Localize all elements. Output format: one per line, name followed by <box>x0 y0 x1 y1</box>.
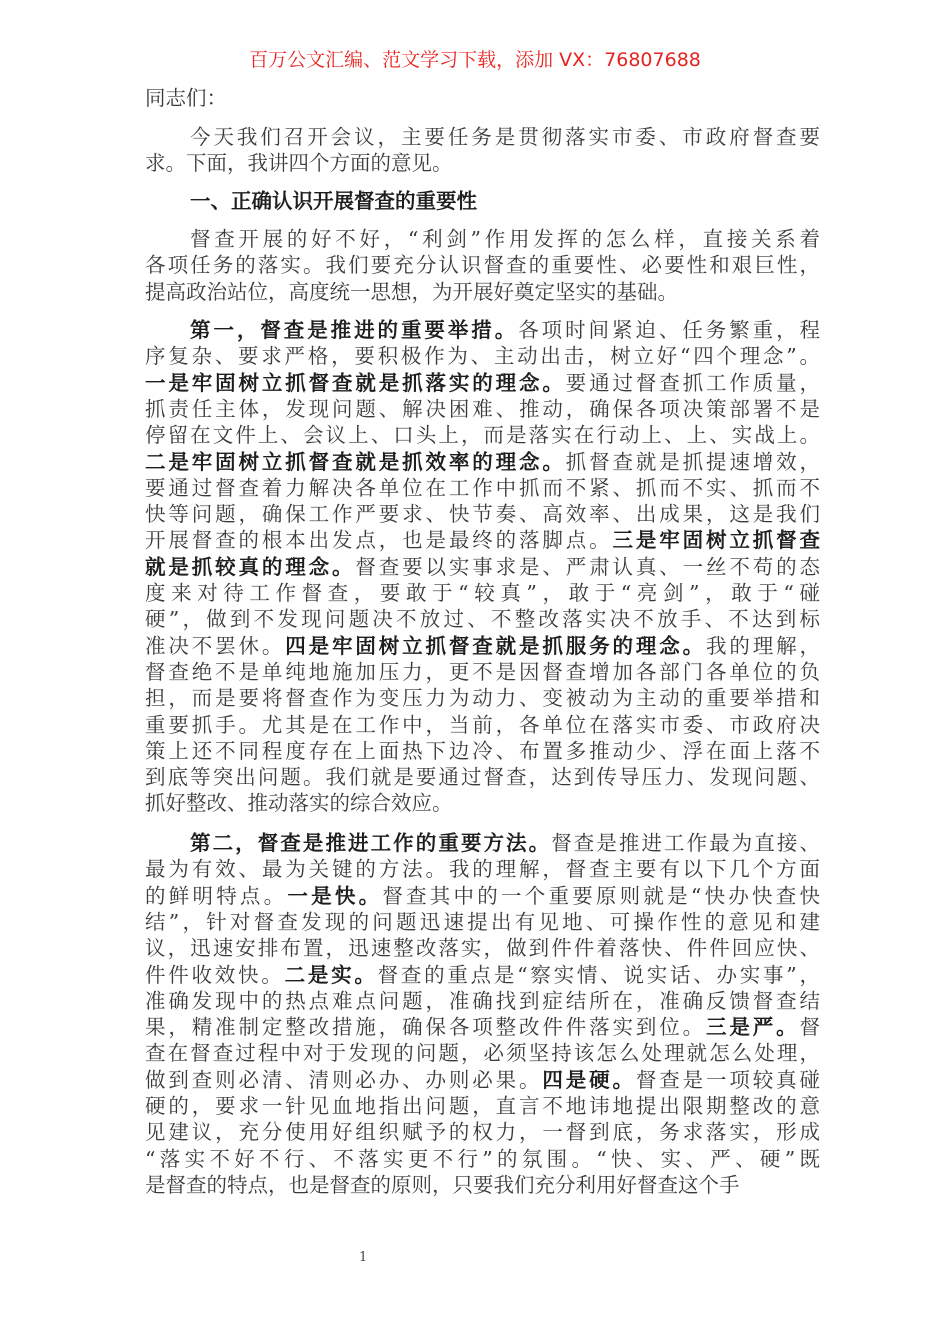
body-text: 督查是一项较真碰 <box>635 1067 820 1092</box>
text-line <box>145 554 820 580</box>
body-text: 抓好整改、推动落实的综合效应。 <box>145 791 453 816</box>
text-line <box>145 150 820 176</box>
body-text: 各项时间紧迫、任务繁重，程 <box>518 318 821 342</box>
text-line <box>145 633 820 659</box>
text-line <box>145 1014 820 1040</box>
body-text: 抓责任主体，发现问题、解决困难、推动，确保各项决策部署不是 <box>145 396 820 421</box>
body-text: 议，迅速安排布置，迅速整改落实，做到件件着落快、件件回应快、 <box>145 936 820 961</box>
section-heading <box>190 188 820 214</box>
watermark-header: 百万公文汇编、范文学习下载，添加 VX：76807688 <box>249 49 701 71</box>
text-line <box>145 1119 820 1145</box>
text-line <box>190 226 820 252</box>
body-text: 的鲜明特点。 <box>145 883 288 908</box>
text-line <box>145 883 820 909</box>
text-line <box>190 124 820 150</box>
body-text: 到底等突出问题。我们就是要通过督查，达到传导压力、发现问题、 <box>145 765 820 790</box>
bold-text: 第二，督查是推进工作的重要方法。 <box>190 831 552 855</box>
body-text: 各项任务的落实。我们要充分认识督查的重要性、必要性和艰巨性， <box>145 253 820 278</box>
text-line <box>145 988 820 1014</box>
body-text: 提高政治站位，高度统一思想，为开展好奠定坚实的基础。 <box>145 279 678 304</box>
text-line <box>145 85 820 111</box>
body-text: 结”，针对督查发现的问题迅速提出有见地、可操作性的意见和建 <box>145 909 820 934</box>
text-line <box>145 370 820 396</box>
body-text: 准确发现中的热点难点问题，准确找到症结所在，准确反馈督查结 <box>145 988 820 1013</box>
text-line <box>145 449 820 475</box>
body-text: 是督查的特点，也是督查的原则，只要我们充分利用好督查这个手 <box>145 1172 740 1197</box>
text-line <box>145 580 820 606</box>
text-line <box>145 856 820 882</box>
body-text: 硬的，要求一针见血地指出问题，直言不地讳地提出限期整改的意 <box>145 1094 820 1118</box>
body-text: 担，而是要将督查作为变压力为动力、变被动为主动的重要举措和 <box>145 686 820 711</box>
bold-text: 三是严。 <box>706 1015 800 1040</box>
text-line <box>145 764 820 790</box>
text-line <box>145 790 820 816</box>
text-line <box>145 1146 820 1172</box>
bold-text: 第一，督查是推进的重要举措。 <box>190 318 519 342</box>
body-text: 果，精准制定整改措施，确保各项整改件件落实到位。 <box>145 1015 706 1040</box>
page-number: 1 <box>359 1250 368 1265</box>
text-line <box>145 685 820 711</box>
body-text: 做到查则必清、清则必办、办则必果。 <box>145 1067 543 1092</box>
bold-text: 一、正确认识开展督查的重要性 <box>190 189 477 213</box>
text-line <box>145 527 820 553</box>
body-text: 见建议，充分使用好组织赋予的权力，一督到底，务求落实，形成 <box>145 1120 820 1145</box>
body-text: 今天我们召开会议，主要任务是贯彻落实市委、市政府督查要 <box>190 125 820 149</box>
body-text: 我的理解， <box>706 633 820 658</box>
text-line <box>145 738 820 764</box>
body-text: 策上还不同程度存在上面热下边冷、布置多推动少、浮在面上落不 <box>145 738 820 763</box>
body-text: 求。下面，我讲四个方面的意见。 <box>145 151 453 176</box>
text-line <box>145 422 820 448</box>
bold-text: 四是牢固树立抓督查就是抓服务的理念。 <box>285 633 706 658</box>
body-text: 督查的重点是“察实情、说实话、办实事”， <box>377 962 821 987</box>
text-line <box>190 317 820 343</box>
body-text: 开展督查的根本出发点，也是最终的落脚点。 <box>145 528 613 553</box>
text-line <box>145 606 820 632</box>
text-line <box>145 659 820 685</box>
body-text: 督查是推进工作最为直接、 <box>551 831 821 855</box>
bold-text: 二是实。 <box>284 962 378 987</box>
body-text: 督查开展的好不好，“利剑”作用发挥的怎么样，直接关系着 <box>190 227 820 251</box>
bold-text: 二是牢固树立抓督查就是抓效率的理念。 <box>145 449 566 474</box>
body-text: 重要抓手。尤其是在工作中，当前，各单位在落实市委、市政府决 <box>145 712 820 737</box>
body-text: 停留在文件上、会议上、口头上，而是落实在行动上、上、实战上。 <box>145 423 820 448</box>
text-line <box>145 1040 820 1066</box>
body-text: 督查其中的一个重要原则就是“快办快查快 <box>382 883 821 908</box>
text-line <box>145 1172 820 1198</box>
body-text: 准决不罢休。 <box>145 633 286 658</box>
body-text: 要通过督查着力解决各单位在工作中抓而不紧、抓而不实、抓而不 <box>145 475 820 500</box>
text-line <box>145 279 820 305</box>
text-line <box>190 830 820 856</box>
text-line <box>145 712 820 738</box>
bold-text: 一是牢固树立抓督查就是抓落实的理念。 <box>145 370 566 395</box>
text-line <box>145 1093 820 1119</box>
text-line <box>145 501 820 527</box>
body-text: 硬”，做到不发现问题决不放过、不整改落实决不放手、不达到标 <box>145 607 820 632</box>
body-text: 序复杂、要求严格，要积极作为、主动出击，树立好“四个理念”。 <box>145 344 820 369</box>
body-text: 抓督查就是抓提速增效， <box>565 449 820 474</box>
text-line <box>145 909 820 935</box>
body-text: 督 <box>799 1015 820 1040</box>
body-text: 督查绝不是单纯地施加压力，更不是因督查增加各部门各单位的负 <box>145 659 820 684</box>
bold-text: 一是快。 <box>287 883 383 908</box>
text-line <box>145 396 820 422</box>
text-line <box>145 935 820 961</box>
bold-text: 三是牢固树立抓督查 <box>612 528 820 553</box>
body-text: 查在督查过程中对于发现的问题，必须坚持该怎么处理就怎么处理， <box>145 1041 820 1066</box>
text-line <box>145 252 820 278</box>
body-text: 要通过督查抓工作质量， <box>565 370 820 395</box>
body-text: 件件收效快。 <box>145 962 285 987</box>
bold-text: 四是硬。 <box>542 1067 636 1092</box>
body-text: 最为有效、最为关键的方法。我的理解，督查主要有以下几个方面 <box>145 857 820 882</box>
text-line <box>145 962 820 988</box>
body-text: 督查要以实事求是、严肃认真、一丝不苟的态 <box>355 554 820 579</box>
text-line <box>145 1067 820 1093</box>
body-text: 度来对待工作督查，要敢于“较真”，敢于“亮剑”，敢于“碰 <box>145 581 820 605</box>
text-line <box>145 475 820 501</box>
text-line <box>145 343 820 369</box>
body-text: 同志们： <box>145 86 227 110</box>
body-text: “落实不好不行、不落实更不行”的氛围。“快、实、严、硬”既 <box>145 1146 820 1171</box>
bold-text: 就是抓较真的理念。 <box>145 554 356 579</box>
body-text: 快等问题，确保工作严要求、快节奏、高效率、出成果，这是我们 <box>145 502 820 527</box>
